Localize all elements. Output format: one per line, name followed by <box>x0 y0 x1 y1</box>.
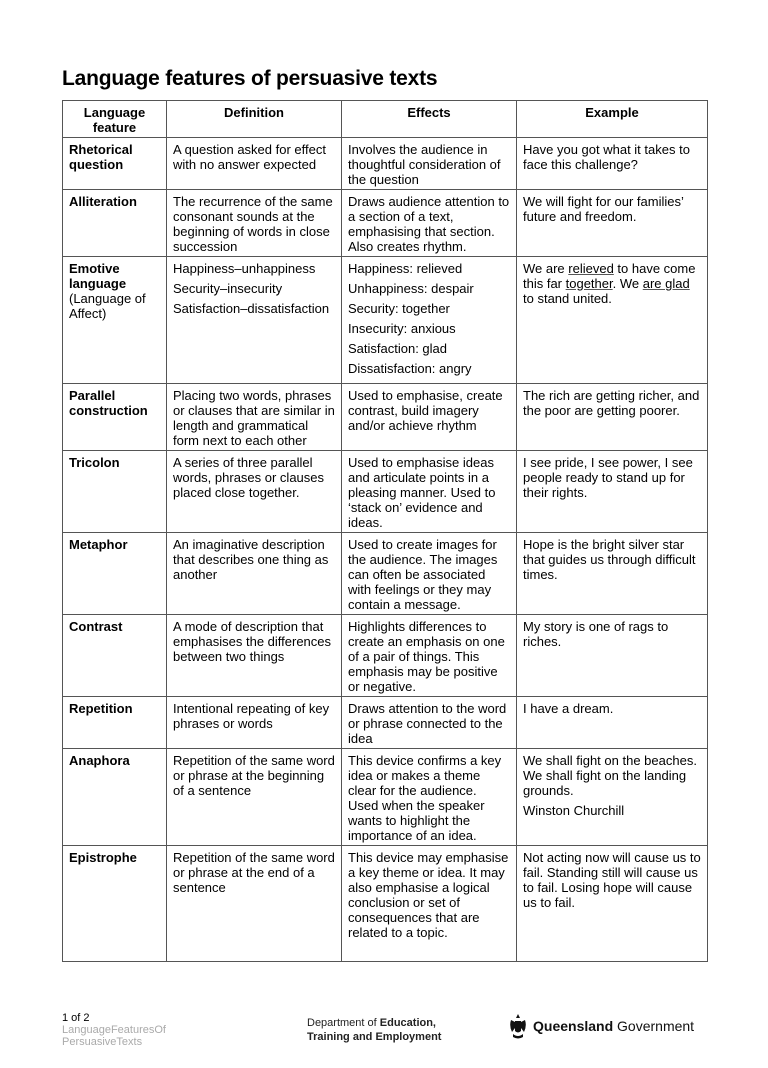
effects-cell <box>342 190 517 257</box>
example-text: Hope is the bright silver star that guides us through difficult times. <box>523 537 696 582</box>
effects-text: Highlights differences to create an emphasis on one of a pair of things. This emphasis may be positive or negative. <box>348 619 505 694</box>
effects-text: Used to emphasise, create contrast, build imagery and/or achieve rhythm <box>348 388 503 433</box>
definition-cell <box>167 138 342 190</box>
feature-name: Tricolon <box>69 455 120 470</box>
example-text: Not acting now will cause us to fail. Standing still will cause us to fail. Losing hope will cause us to fail. <box>523 850 701 910</box>
definition-text: Repetition of the same word or phrase at the beginning of a sentence <box>173 753 335 798</box>
effects-text: Dissatisfaction: angry <box>348 361 472 376</box>
example-cell <box>517 615 708 697</box>
table-header-row <box>63 101 708 138</box>
example-cell <box>517 749 708 846</box>
header-definition: Definition <box>167 101 342 138</box>
example-text: Have you got what it takes to face this challenge? <box>523 142 690 172</box>
example-text: We shall fight on the beaches. We shall fight on the landing grounds. <box>523 753 697 798</box>
table-row <box>63 257 708 384</box>
page-footer <box>62 1012 707 1048</box>
feature-name: Rhetorical question <box>69 142 133 172</box>
effects-text: Used to emphasise ideas and articulate points in a pleasing manner. Used to ‘stack on’ evidence and ideas. <box>348 455 496 530</box>
table-row <box>63 190 708 257</box>
example-cell <box>517 697 708 749</box>
example-cell <box>517 190 708 257</box>
effects-cell <box>342 384 517 451</box>
example-paragraph <box>523 261 701 306</box>
example-text: . We <box>612 276 643 291</box>
queensland-government-logo <box>507 1012 694 1040</box>
table-row <box>63 697 708 749</box>
dept-line2: Training and Employment <box>307 1031 442 1043</box>
example-text: I have a dream. <box>523 701 614 716</box>
feature-cell <box>63 615 167 697</box>
document-filename: LanguageFeaturesOf PersuasiveTexts <box>62 1024 166 1048</box>
qld-rest: Government <box>613 1018 695 1034</box>
effects-cell <box>342 533 517 615</box>
page-number: 1 of 2 <box>62 1012 90 1024</box>
page-title: Language features of persuasive texts <box>62 67 438 90</box>
example-paragraph <box>523 194 701 224</box>
effects-cell <box>342 615 517 697</box>
effects-text: Security: together <box>348 301 450 316</box>
header-example: Example <box>517 101 708 138</box>
underlined-word: relieved <box>568 261 614 276</box>
definition-cell <box>167 451 342 533</box>
effects-text: Happiness: relieved <box>348 261 463 276</box>
definition-text: The recurrence of the same consonant sounds at the beginning of words in close succession <box>173 194 333 254</box>
header-feature: Language feature <box>63 101 167 138</box>
definition-text: A question asked for effect with no answer expected <box>173 142 326 172</box>
example-cell <box>517 138 708 190</box>
example-cell <box>517 533 708 615</box>
feature-name: Epistrophe <box>69 850 137 865</box>
example-text: I see pride, I see power, I see people ready to stand up for their rights. <box>523 455 693 500</box>
definition-text: A series of three parallel words, phrases or clauses placed close together. <box>173 455 325 500</box>
feature-name: Parallel construction <box>69 388 148 418</box>
example-paragraph <box>523 619 701 649</box>
example-paragraph <box>523 753 701 798</box>
example-cell <box>517 451 708 533</box>
feature-note: (Language of Affect) <box>69 291 146 321</box>
example-paragraph <box>523 803 701 818</box>
example-cell <box>517 384 708 451</box>
example-text: to have come this far <box>523 261 696 291</box>
definition-cell <box>167 749 342 846</box>
feature-name: Contrast <box>69 619 123 634</box>
definition-text: Security–insecurity <box>173 281 283 296</box>
table-row <box>63 615 708 697</box>
department-logo <box>307 1016 507 1044</box>
effects-text: Draws attention to the word or phrase connected to the idea <box>348 701 507 746</box>
feature-cell <box>63 384 167 451</box>
effects-cell <box>342 451 517 533</box>
table-row <box>63 138 708 190</box>
definition-cell <box>167 190 342 257</box>
definition-cell <box>167 697 342 749</box>
example-paragraph <box>523 701 701 716</box>
effects-text: Satisfaction: glad <box>348 341 448 356</box>
effects-cell <box>342 257 517 384</box>
example-cell <box>517 846 708 962</box>
effects-text: Draws audience attention to a section of a text, emphasising that section. Also creates rhythm. <box>348 194 510 254</box>
example-cell <box>517 257 708 384</box>
feature-cell <box>63 749 167 846</box>
effects-cell <box>342 749 517 846</box>
example-text: We are <box>523 261 569 276</box>
feature-cell <box>63 533 167 615</box>
example-text: The rich are getting richer, and the poor are getting poorer. <box>523 388 700 418</box>
definition-cell <box>167 384 342 451</box>
table-row <box>63 533 708 615</box>
example-text: We will fight for our families’ future and freedom. <box>523 194 684 224</box>
example-paragraph <box>523 388 701 418</box>
definition-text: Repetition of the same word or phrase at the end of a sentence <box>173 850 335 895</box>
example-paragraph <box>523 850 701 910</box>
effects-cell <box>342 138 517 190</box>
example-paragraph <box>523 142 701 172</box>
definition-cell <box>167 257 342 384</box>
definition-text: Happiness–unhappiness <box>173 261 316 276</box>
example-paragraph <box>523 455 701 500</box>
feature-name: Emotive language <box>69 261 127 291</box>
feature-name: Repetition <box>69 701 133 716</box>
feature-cell <box>63 257 167 384</box>
table-row <box>63 384 708 451</box>
definition-text: A mode of description that emphasises the differences between two things <box>173 619 332 664</box>
example-text: Winston Churchill <box>523 803 625 818</box>
dept-line1a: Department of <box>307 1017 380 1029</box>
header-effects: Effects <box>342 101 517 138</box>
table-row <box>63 846 708 962</box>
definition-cell <box>167 533 342 615</box>
feature-cell <box>63 138 167 190</box>
qld-bold: Queensland <box>533 1018 614 1034</box>
effects-text: Insecurity: anxious <box>348 321 456 336</box>
coat-of-arms-icon <box>507 1012 529 1040</box>
example-paragraph <box>523 537 701 582</box>
underlined-word: together <box>565 276 613 291</box>
definition-text: An imaginative description that describes one thing as another <box>173 537 329 582</box>
effects-cell <box>342 697 517 749</box>
effects-text: Used to create images for the audience. The images can often be associated with feelings or they may contain a message. <box>348 537 498 612</box>
feature-cell <box>63 451 167 533</box>
feature-cell <box>63 697 167 749</box>
dept-line1b: Education, <box>379 1017 436 1029</box>
effects-text: Involves the audience in thoughtful consideration of the question <box>348 142 501 187</box>
effects-text: This device may emphasise a key theme or idea. It may also emphasise a logical conclusion or set of consequences that are related to a topic. <box>348 850 509 940</box>
definition-cell <box>167 846 342 962</box>
effects-text: This device confirms a key idea or makes a theme clear for the audience. Used when the speaker wants to highlight the importance of an idea. <box>348 753 502 843</box>
feature-name: Metaphor <box>69 537 128 552</box>
table-row <box>63 749 708 846</box>
footer-left <box>62 1012 232 1048</box>
language-features-table <box>62 100 708 962</box>
effects-cell <box>342 846 517 962</box>
definition-cell <box>167 615 342 697</box>
effects-text: Unhappiness: despair <box>348 281 474 296</box>
definition-text: Placing two words, phrases or clauses that are similar in length and grammatical form next to each other <box>173 388 335 448</box>
definition-text: Intentional repeating of key phrases or words <box>173 701 330 731</box>
example-text: My story is one of rags to riches. <box>523 619 669 649</box>
feature-name: Anaphora <box>69 753 130 768</box>
table-row <box>63 451 708 533</box>
feature-cell <box>63 190 167 257</box>
feature-cell <box>63 846 167 962</box>
underlined-word: are glad <box>642 276 690 291</box>
feature-name: Alliteration <box>69 194 137 209</box>
definition-text: Satisfaction–dissatisfaction <box>173 301 330 316</box>
example-text: to stand united. <box>523 291 612 306</box>
